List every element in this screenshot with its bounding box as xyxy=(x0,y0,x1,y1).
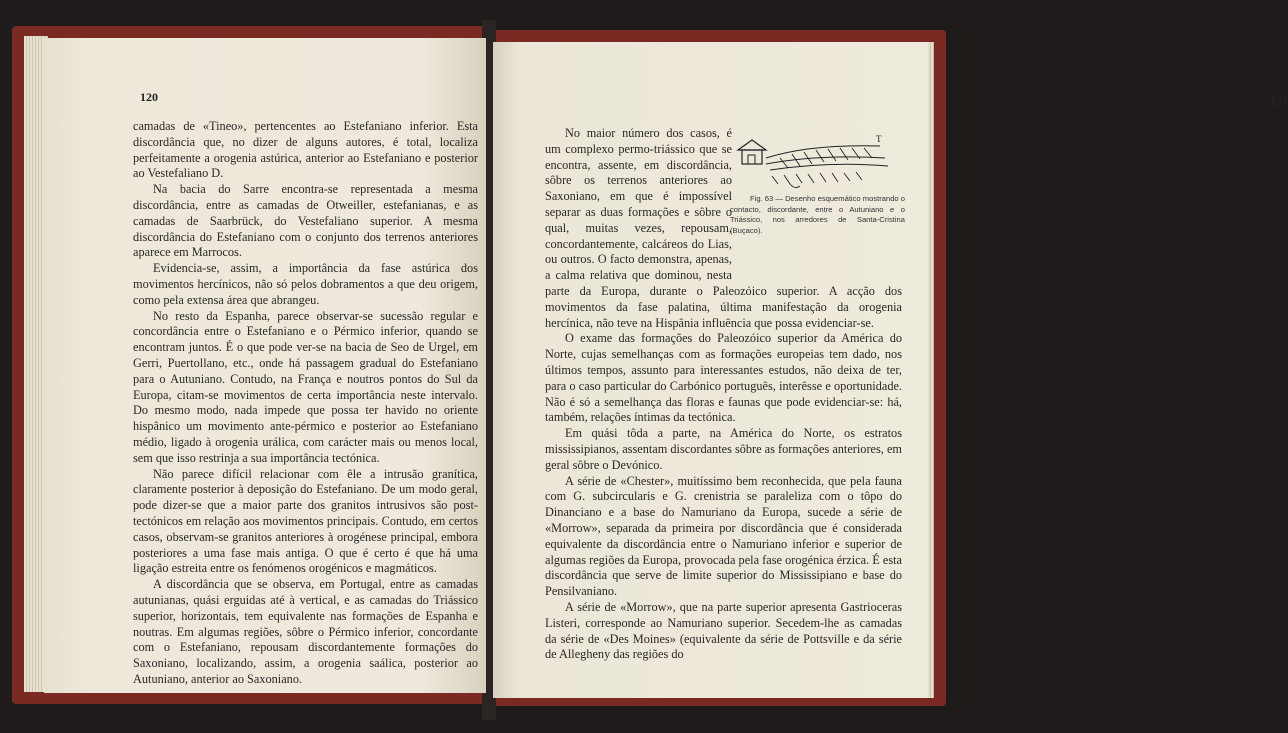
paragraph: Na bacia do Sarre encontra-se representada a mesma discordância, entre as camadas de Otweiller, estefanianas, e as camadas de Saarbrück, do Vestefaliano superior. A mesma discordância do Estefaniano com o conjunto dos terrenos anteriores aparece em Marrocos. xyxy=(133,182,478,260)
paragraph: Em quási tôda a parte, na América do Norte, os estratos mississipianos, assentam discordantes sôbre as formações anteriores, em geral sôbre o Devónico. xyxy=(545,426,902,472)
fig-label-t: T xyxy=(876,134,882,144)
page-number: 120 xyxy=(140,90,158,104)
paragraph-text: No maior número dos casos, é um complexo permo-triássico que se encontra, assente, em discordância, sôbre os terrenos anteriores ao Saxoniano, em que é impossível separar as duas formações e sôbre o qual, muitas vezes, repousam, concordantemente, calcáreos do Lias, ou outros. O facto demonstra, apenas, a calma relativa que dominou, nesta parte da Europa, durante o Paleozóico superior. A acção dos movimentos da fase palatina, última manifestação da orogenia hercínica, não teve na Hispânia influência que possa evidenciar-se. xyxy=(545,126,902,330)
paragraph: O exame das formações do Paleozóico superior da América do Norte, cujas semelhanças com as formações europeias tem dado, nos últimos tempos, assunto para interessantes estudos, não deixa de ter, para o caso particular do Carbónico português, interêsse e oportunidade. Não é só a semelhança das floras e faunas que pode evidenciar-se: há, também, relações íntimas da tectónica. xyxy=(545,331,902,425)
figure-63 xyxy=(730,128,910,282)
paragraph: camadas de «Tineo», pertencentes ao Estefaniano inferior. Esta discordância que, no dizer de alguns autores, é total, localiza perfeitamente a orogenia astúrica, anterior ao Estefaniano e posterior ao Vestefaliano D. xyxy=(133,119,478,181)
paragraph: A série de «Chester», muitíssimo bem reconhecida, que pela fauna com G. subcircularis e G. crenistria se paraleliza com o tôpo do Dinanciano e a base do Namuriano da Europa, sucede a série de «Morrow», separada da primeira por discordância que é considerada equivalente da discordância entre o Namuriano inferior e superior de algumas regiões da Europa, provocada pela fase orogénica érzica. É esta discordância que serve de limite superior do Mississipiano e base do Pensilvaniano. xyxy=(545,473,902,599)
geologic-sketch xyxy=(730,128,905,194)
figure-caption: Fig. 63 — Desenho esquemático mostrando o contacto, discordante, entre o Autuniano e o Triássico, nos arredores de Santa-Cristina (Buçaco). xyxy=(730,194,905,235)
paragraph: A discordância que se observa, em Portugal, entre as camadas autunianas, quási erguidas até à vertical, e as camadas do Triássico superior, horizontais, tem equivalente nas formações de Espanha e noutras. Em algumas regiões, sôbre o Pérmico inferior, concordante com o Estefaniano, repousam discordantemente formações do Saxoniano, localizando, assim, a orogenia saálica, posterior ao Autuniano, anterior ao Saxoniano. xyxy=(133,577,478,686)
paragraph: No resto da Espanha, parece observar-se sucessão regular e concordância entre o Estefaniano e o Pérmico inferior, quando se encontram juntos. É o que pode ver-se na bacia de Seo de Urgel, em Gerri, Puertollano, etc., onde há passagem gradual do Estefaniano para o Autuniano. Contudo, na França e noutros pontos do Sul da Europa, citam-se movimentos de certa importância neste intervalo. Do mesmo modo, nada impede que possa ter havido no oriente hispânico um movimento ante-pérmico e posterior ao Estefaniano médio, ligado à orogenia urálica, com carácter mais ou menos local, sem que isso restrinja a sua importância tectónica. xyxy=(133,308,478,465)
paragraph: Não parece difícil relacionar com êle a intrusão granítica, claramente posterior à deposição do Estefaniano. De um modo geral, pode dizer-se que a maior parte dos granitos intrusivos são post-tectónicos em relação aos movimentos principais. Contudo, em certos casos, observam-se granitos anteriores à orogénese principal, embora posteriores a uma fase mais antiga. O que é certo é que há uma ligação estreita entre os fenómenos orogénicos e magmáticos. xyxy=(133,466,478,576)
paragraph: Evidencia-se, assim, a importância da fase astúrica dos movimentos hercínicos, não só pelos dobramentos a que deu origem, como pela extensa área que abrangeu. xyxy=(133,261,478,307)
page-number: 121 xyxy=(1270,94,1288,108)
paragraph: A série de «Morrow», que na parte superior apresenta Gastrioceras Listeri, corresponde ao Namuriano superior. Secedem-lhe as camadas da série de «Des Moines» (equivalente da série de Pottsville e da série de Allegheny das regiões do xyxy=(545,599,902,662)
left-page xyxy=(44,38,486,693)
right-page xyxy=(493,42,1288,698)
paragraph xyxy=(545,126,905,331)
page-edges-right xyxy=(928,42,934,698)
right-page-body xyxy=(545,126,905,663)
left-page-body xyxy=(133,119,478,688)
